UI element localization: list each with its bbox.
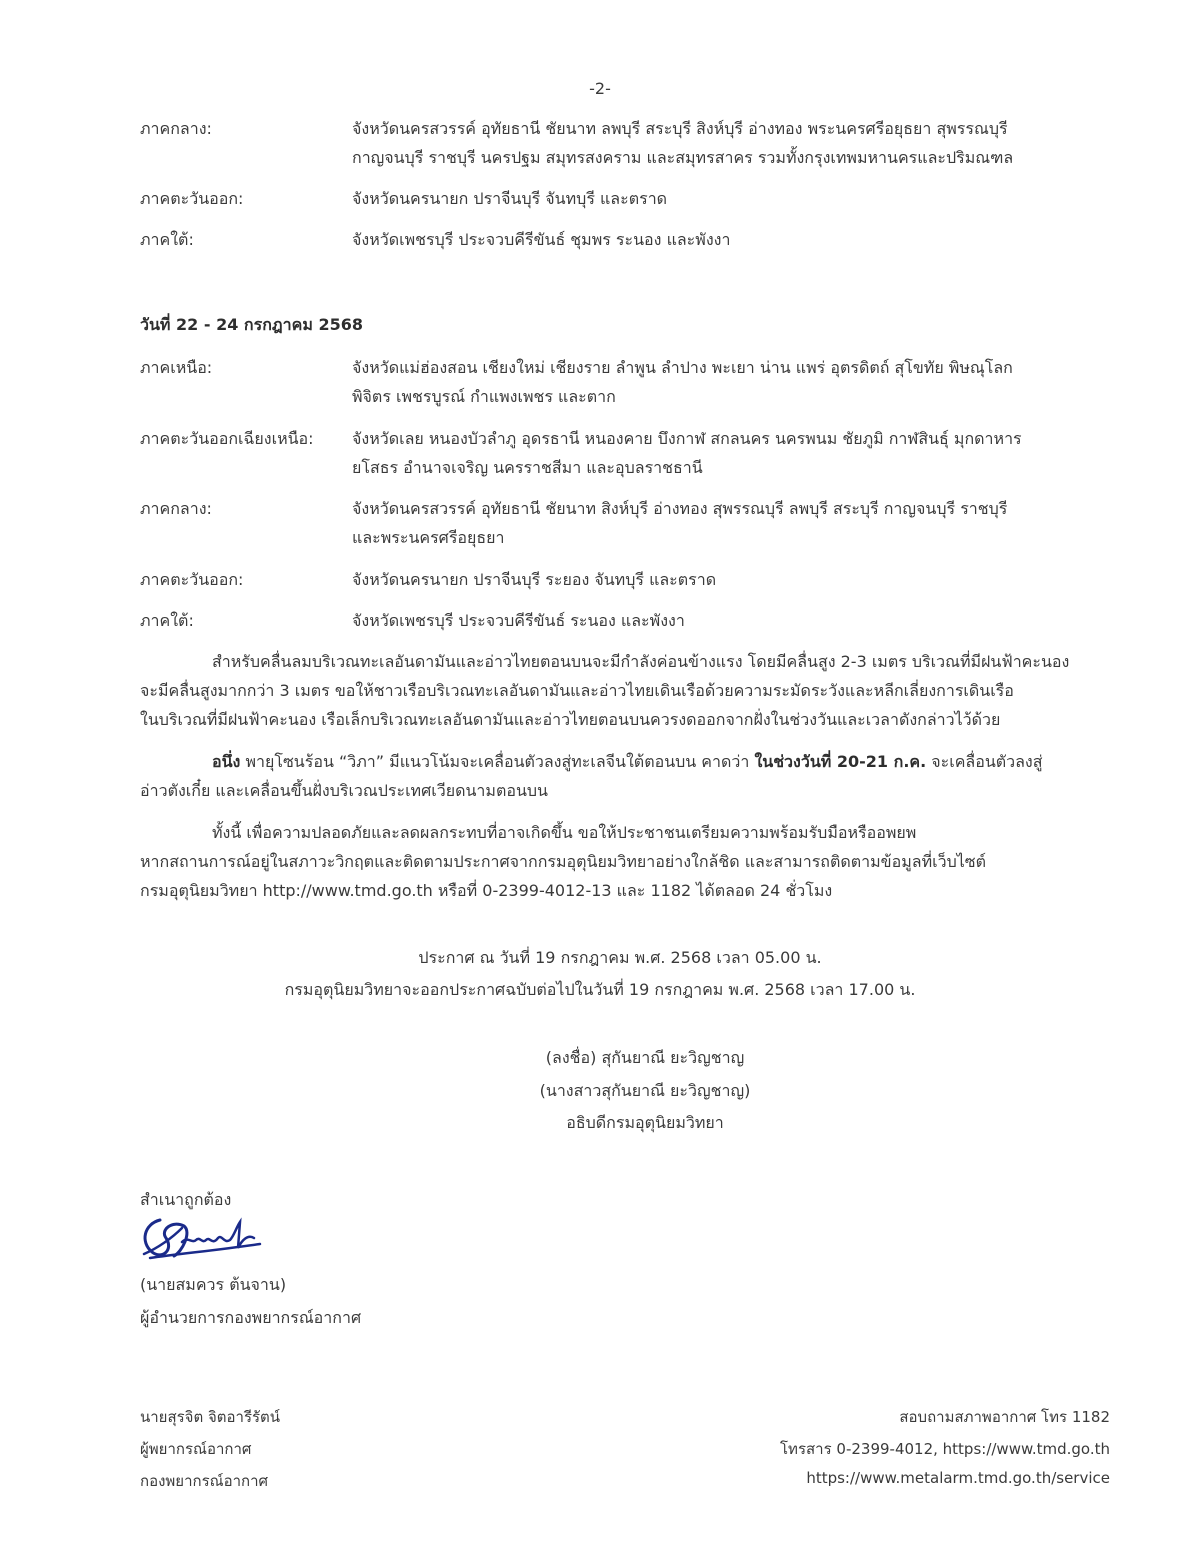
- region-text-line: จังหวัดแม่ฮ่องสอน เชียงใหม่ เชียงราย ลำพูน ลำปาง พะเยา น่าน แพร่ อุตรดิตถ์ สุโขทัย พิษณุโลก: [352, 358, 1013, 377]
- paragraph-text: พายุโซนร้อน “วิภา” มีแนวโน้มจะเคลื่อนตัวลงสู่ทะเลจีนใต้ตอนบน คาดว่า: [240, 752, 755, 771]
- handwritten-signature: [138, 1208, 278, 1272]
- announcement-line: ประกาศ ณ วันที่ 19 กรกฎาคม พ.ศ. 2568 เวลา 05.00 น.: [418, 948, 822, 967]
- region-label-north: ภาคเหนือ:: [140, 358, 213, 377]
- region-text-line: จังหวัดนครนายก ปราจีนบุรี ระยอง จันทบุรี และตราด: [352, 570, 717, 589]
- region-text-line: พิจิตร เพชรบูรณ์ กำแพงเพชร และตาก: [352, 387, 616, 406]
- region-text-line: และพระนครศรีอยุธยา: [352, 528, 505, 547]
- region-label-central-1: ภาคกลาง:: [140, 119, 212, 138]
- region-text-line: จังหวัดนครสวรรค์ อุทัยธานี ชัยนาท สิงห์บุรี อ่างทอง สุพรรณบุรี ลพบุรี สระบุรี กาญจนบุรี ราชบุรี: [352, 499, 1008, 518]
- certifier-title: ผู้อำนวยการกองพยากรณ์อากาศ: [140, 1308, 362, 1327]
- signatory-title: อธิบดีกรมอุตุนิยมวิทยา: [566, 1113, 724, 1132]
- footer-forecaster-name: นายสุรจิต จิตอารีรัตน์: [140, 1408, 281, 1426]
- region-text-line: จังหวัดนครนายก ปราจีนบุรี จันทบุรี และตราด: [352, 189, 668, 208]
- footer-phone: สอบถามสภาพอากาศ โทร 1182: [899, 1408, 1110, 1426]
- bold-text: อนึ่ง: [212, 752, 241, 771]
- region-text-line: จังหวัดเพชรบุรี ประจวบคีรีขันธ์ ชุมพร ระนอง และพังงา: [352, 230, 731, 249]
- page-number: -2-: [589, 79, 611, 98]
- region-label-south-1: ภาคใต้:: [140, 230, 194, 249]
- paragraph-line: หากสถานการณ์อยู่ในสภาวะวิกฤตและติดตามประกาศจากกรมอุตุนิยมวิทยาอย่างใกล้ชิด และสามารถติดตามข้อมูลที่เว็บไซต์: [140, 852, 987, 871]
- signatory-name: (นางสาวสุกันยาณี ยะวิญชาญ): [539, 1081, 751, 1100]
- paragraph-line: สำหรับคลื่นลมบริเวณทะเลอันดามันและอ่าวไทยตอนบนจะมีกำลังค่อนข้างแรง โดยมีคลื่นสูง 2-3 เมตร บริเวณที่มีฝนฟ้าคะนอง: [212, 652, 1070, 671]
- region-text-line: ยโสธร อำนาจเจริญ นครราชสีมา และอุบลราชธานี: [352, 458, 703, 477]
- region-label-northeast: ภาคตะวันออกเฉียงเหนือ:: [140, 429, 314, 448]
- footer-forecaster-role: ผู้พยากรณ์อากาศ: [140, 1440, 252, 1458]
- paragraph-line: จะมีคลื่นสูงมากกว่า 3 เมตร ขอให้ชาวเรือบริเวณทะเลอันดามันและอ่าวไทยเดินเรือด้วยความระมัดระวังและหลีกเลี่ยงการเดินเรือ: [140, 681, 1014, 700]
- region-label-south-2: ภาคใต้:: [140, 611, 194, 630]
- paragraph-line: ในบริเวณที่มีฝนฟ้าคะนอง เรือเล็กบริเวณทะเลอันดามันและอ่าวไทยตอนบนควรงดออกจากฝั่งในช่วงวันและเวลาดังกล่าวไว้ด้วย: [140, 710, 1001, 729]
- paragraph-line: ทั้งนี้ เพื่อความปลอดภัยและลดผลกระทบที่อาจเกิดขึ้น ขอให้ประชาชนเตรียมความพร้อมรับมือหรืออพยพ: [212, 823, 917, 842]
- region-label-central-2: ภาคกลาง:: [140, 499, 212, 518]
- storm-paragraph-line: [212, 750, 1043, 775]
- region-label-east-2: ภาคตะวันออก:: [140, 570, 244, 589]
- paragraph-line: กรมอุตุนิยมวิทยา http://www.tmd.go.th หรือที่ 0-2399-4012-13 และ 1182 ได้ตลอด 24 ชั่วโมง: [140, 881, 833, 900]
- footer-division: กองพยากรณ์อากาศ: [140, 1472, 269, 1490]
- paragraph-line: อ่าวตังเกี๋ย และเคลื่อนขึ้นฝั่งบริเวณประเทศเวียดนามตอนบน: [140, 781, 548, 800]
- region-text-line: จังหวัดเพชรบุรี ประจวบคีรีขันธ์ ระนอง และพังงา: [352, 611, 685, 630]
- footer-fax-website: โทรสาร 0-2399-4012, https://www.tmd.go.th: [780, 1440, 1110, 1458]
- region-text-line: จังหวัดเลย หนองบัวลำภู อุดรธานี หนองคาย บึงกาฬ สกลนคร นครพนม ชัยภูมิ กาฬสินธุ์ มุกดาหาร: [352, 429, 1022, 448]
- date-heading: วันที่ 22 - 24 กรกฎาคม 2568: [140, 315, 363, 334]
- region-label-east-1: ภาคตะวันออก:: [140, 189, 244, 208]
- region-text-line: จังหวัดนครสวรรค์ อุทัยธานี ชัยนาท ลพบุรี สระบุรี สิงห์บุรี อ่างทอง พระนครศรีอยุธยา สุพรรณบุรี: [352, 119, 1008, 138]
- signatory-signed: (ลงชื่อ) สุกันยาณี ยะวิญชาญ: [545, 1048, 745, 1067]
- bold-text: ในช่วงวันที่ 20-21 ก.ค.: [754, 752, 927, 771]
- certified-label: สำเนาถูกต้อง: [140, 1190, 232, 1209]
- announcement-line: กรมอุตุนิยมวิทยาจะออกประกาศฉบับต่อไปในวันที่ 19 กรกฎาคม พ.ศ. 2568 เวลา 17.00 น.: [284, 980, 916, 999]
- paragraph-text: จะเคลื่อนตัวลงสู่: [926, 752, 1043, 771]
- certifier-name: (นายสมควร ต้นจาน): [140, 1275, 287, 1294]
- footer-metalarm-link[interactable]: https://www.metalarm.tmd.go.th/service: [806, 1469, 1110, 1487]
- region-text-line: กาญจนบุรี ราชบุรี นครปฐม สมุทรสงคราม และสมุทรสาคร รวมทั้งกรุงเทพมหานครและปริมณฑล: [352, 148, 1014, 167]
